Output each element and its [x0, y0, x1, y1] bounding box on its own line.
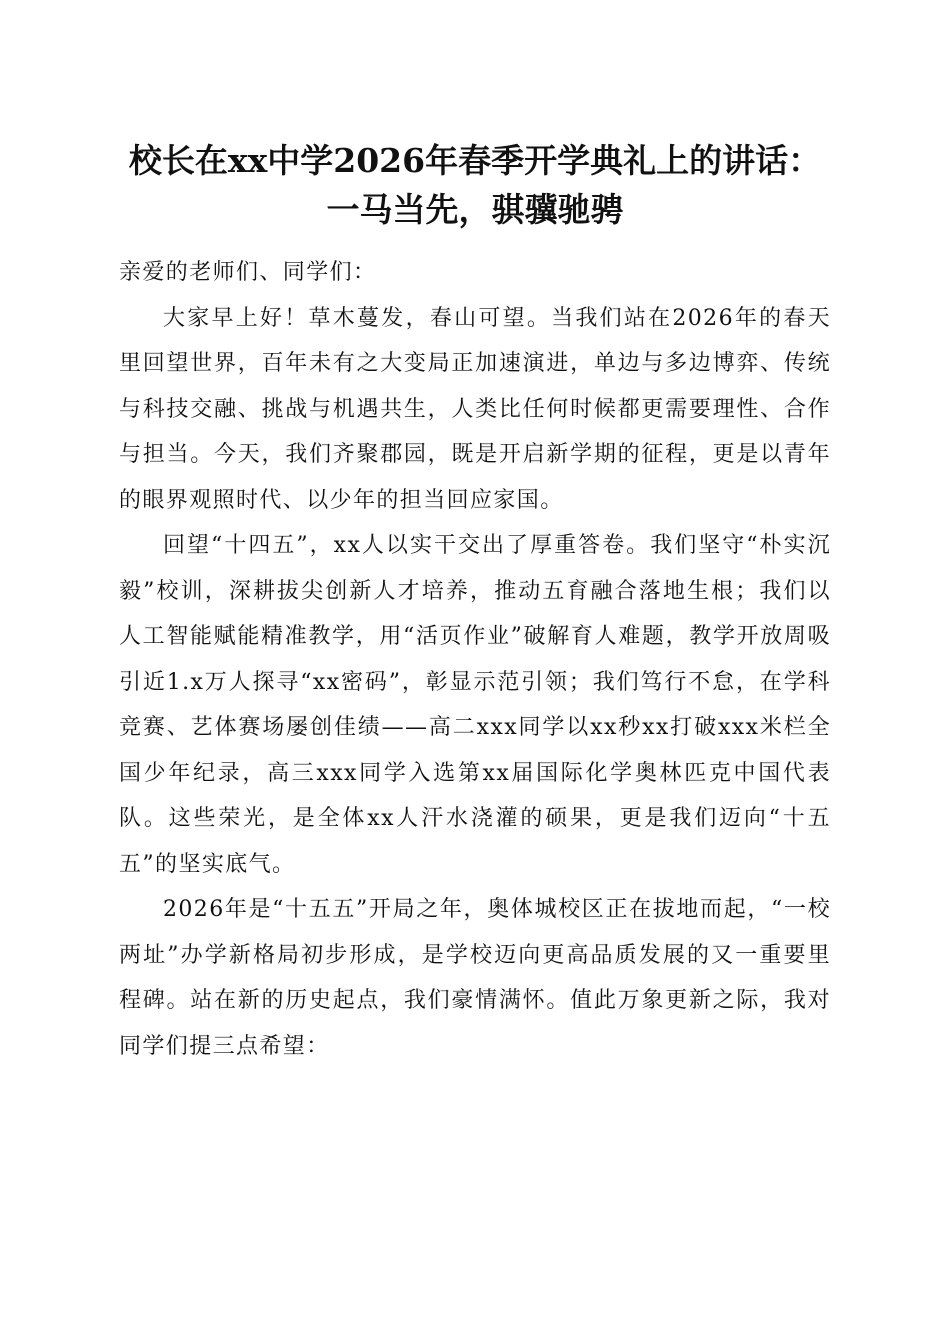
paragraph-review: 回望“十四五”，xx人以实干交出了厚重答卷。我们坚守“朴实沉毅”校训，深耕拔尖创新人才培养，推动五育融合落地生根；我们以人工智能赋能精准教学，用“活页作业”破解育人难题，教学开放周吸引近1.x万人探寻“xx密码”，彰显示范引领；我们笃行不怠，在学科竞赛、艺体赛场屡创佳绩——高二xxx同学以xx秒xx打破xxx米栏全国少年纪录，高三xxx同学入选第xx届国际化学奥林匹克中国代表队。这些荣光，是全体xx人汗水浇灌的硕果，更是我们迈向“十五五”的坚实底气。 [119, 533, 831, 877]
speech-title [100, 136, 850, 234]
title-line-2: 一马当先，骐骥驰骋 [326, 190, 624, 229]
salutation: 亲爱的老师们、同学们： [119, 260, 377, 285]
title-line-1: 校长在xx中学2026年春季开学典礼上的讲话： [128, 141, 822, 180]
paragraph-outlook: 2026年是“十五五”开局之年，奥体城校区正在拔地而起，“一校两址”办学新格局初步形成，是学校迈向更高品质发展的又一重要里程碑。站在新的历史起点，我们豪情满怀。值此万象更新之际，我对同学们提三点希望： [119, 897, 831, 1059]
speech-body [119, 250, 831, 1069]
paragraph-opening: 大家早上好！草木蔓发，春山可望。当我们站在2026年的春天里回望世界，百年未有之大变局正加速演进，单边与多边博弈、传统与科技交融、挑战与机遇共生，人类比任何时候都更需要理性、合作与担当。今天，我们齐聚郡园，既是开启新学期的征程，更是以青年的眼界观照时代、以少年的担当回应家国。 [119, 305, 831, 513]
